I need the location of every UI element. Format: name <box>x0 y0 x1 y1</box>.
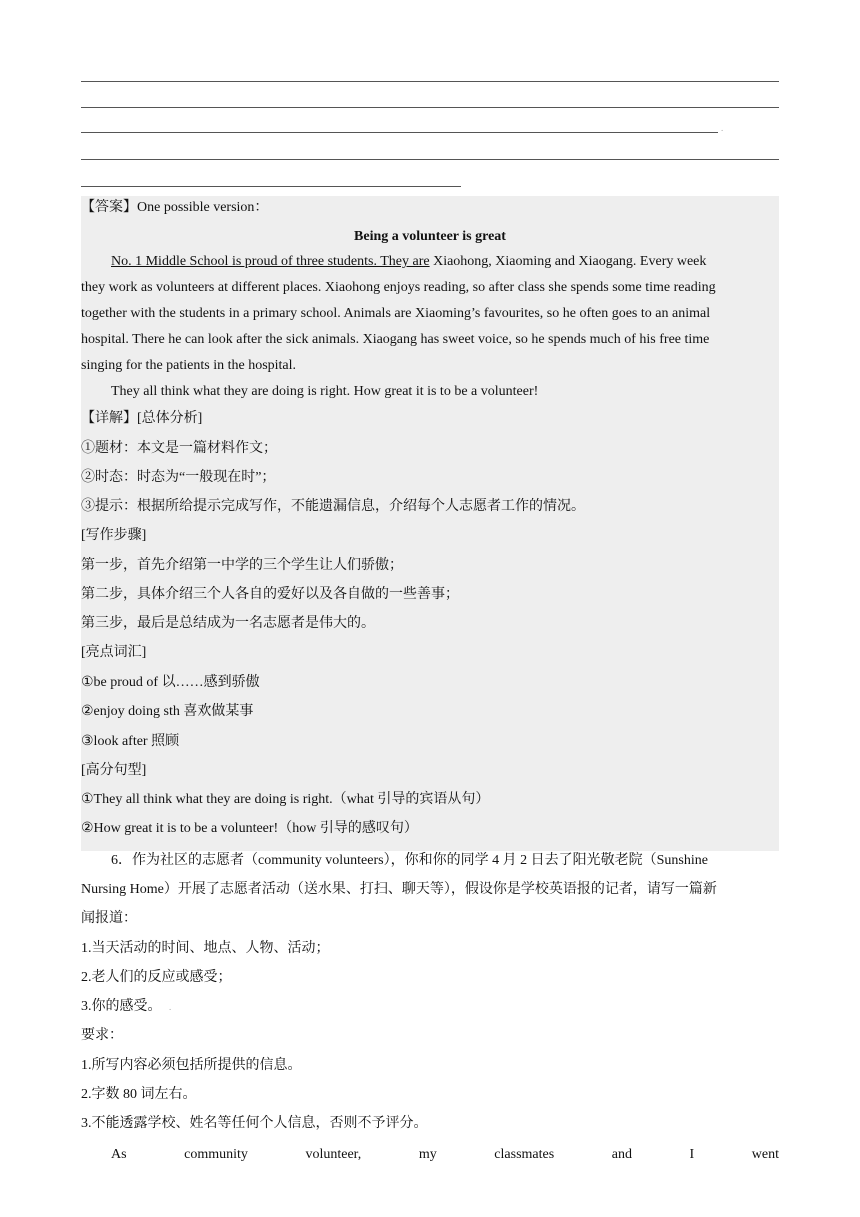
requirement-item: 2.字数 80 词左右。 <box>81 1087 197 1102</box>
question6-line: Nursing Home）开展了志愿者活动（送水果、打扫、聊天等），假设你是学校英语报的记者，请写一篇新 <box>81 882 717 897</box>
sentence-heading: [高分句型] <box>81 763 147 778</box>
essay-para1-line: together with the students in a primary school. Animals are Xiaoming’s favourites, so he often goes to an animal <box>81 306 711 321</box>
sentence-item: ②How great it is to be a volunteer!（how 引导的感叹句） <box>81 821 418 836</box>
answer-heading-line <box>81 199 779 217</box>
detail-heading: [总体分析] <box>137 411 203 426</box>
steps-heading: [写作步骤] <box>81 528 147 543</box>
analysis-item: ②时态：时态为“一般现在时”； <box>81 470 276 485</box>
answer-rule <box>81 81 779 82</box>
question6-line: 6．作为社区的志愿者（community volunteers），你和你的同学 4 月 2 日去了阳光敬老院（Sunshine <box>111 853 708 868</box>
essay-para1-line <box>81 253 779 271</box>
start-word: As <box>111 1147 127 1162</box>
detail-heading-line <box>81 410 779 428</box>
underlined-phrase: No. 1 Middle School is proud of three students. They are <box>111 254 430 269</box>
essay-para1-line: they work as volunteers at different places. Xiaohong enjoys reading, so after class she spends some time reading <box>81 280 716 295</box>
vocab-item: ②enjoy doing sth 喜欢做某事 <box>81 704 254 719</box>
start-word: classmates <box>494 1147 555 1162</box>
requirement-item: 1.所写内容必须包括所提供的信息。 <box>81 1058 302 1073</box>
essay-start-line <box>81 1146 779 1164</box>
answer-intro: One possible version： <box>137 200 269 215</box>
start-word: I <box>689 1147 695 1162</box>
essay-text: Xiaohong, Xiaoming and Xiaogang. Every week <box>429 254 707 269</box>
step-item: 第一步，首先介绍第一中学的三个学生让人们骄傲； <box>81 558 403 573</box>
question6-point: 2.老人们的反应或感受； <box>81 970 232 985</box>
analysis-item: ③提示：根据所给提示完成写作，不能遗漏信息，介绍每个人志愿者工作的情况。 <box>81 499 585 514</box>
requirements-heading: 要求： <box>81 1028 123 1043</box>
start-word: community <box>184 1147 248 1162</box>
vocab-item: ③look after 照顾 <box>81 734 180 749</box>
stray-dot: . <box>721 123 724 133</box>
vocab-heading: [亮点词汇] <box>81 645 147 660</box>
detail-tag: 【详解】 <box>81 411 137 426</box>
start-word: my <box>418 1147 437 1162</box>
answer-rule <box>81 159 779 160</box>
question6-point: 1.当天活动的时间、地点、人物、活动； <box>81 941 330 956</box>
stray-dot: . <box>169 1002 172 1012</box>
start-word: and <box>611 1147 632 1162</box>
start-word: volunteer, <box>305 1147 362 1162</box>
analysis-item: ①题材：本文是一篇材料作文； <box>81 441 277 456</box>
vocab-item: ①be proud of 以……感到骄傲 <box>81 675 260 690</box>
answer-rule <box>81 132 718 133</box>
step-item: 第二步，具体介绍三个人各自的爱好以及各自做的一些善事； <box>81 587 459 602</box>
requirement-item: 3.不能透露学校、姓名等任何个人信息，否则不予评分。 <box>81 1116 428 1131</box>
answer-rule <box>81 186 461 187</box>
start-word: went <box>751 1147 779 1162</box>
essay-title: Being a volunteer is great <box>354 229 506 244</box>
sentence-item: ①They all think what they are doing is right.（what 引导的宾语从句） <box>81 792 490 807</box>
step-item: 第三步，最后是总结成为一名志愿者是伟大的。 <box>81 616 375 631</box>
essay-para2: They all think what they are doing is right. How great it is to be a volunteer! <box>111 384 539 399</box>
answer-tag: 【答案】 <box>81 200 137 215</box>
question6-line: 闻报道： <box>81 911 137 926</box>
essay-para1-line: singing for the patients in the hospital. <box>81 358 297 373</box>
answer-rule <box>81 107 779 108</box>
question6-point: 3.你的感受。 <box>81 999 162 1014</box>
essay-para1-line: hospital. There he can look after the sick animals. Xiaogang has sweet voice, so he spends much of his free time <box>81 332 710 347</box>
